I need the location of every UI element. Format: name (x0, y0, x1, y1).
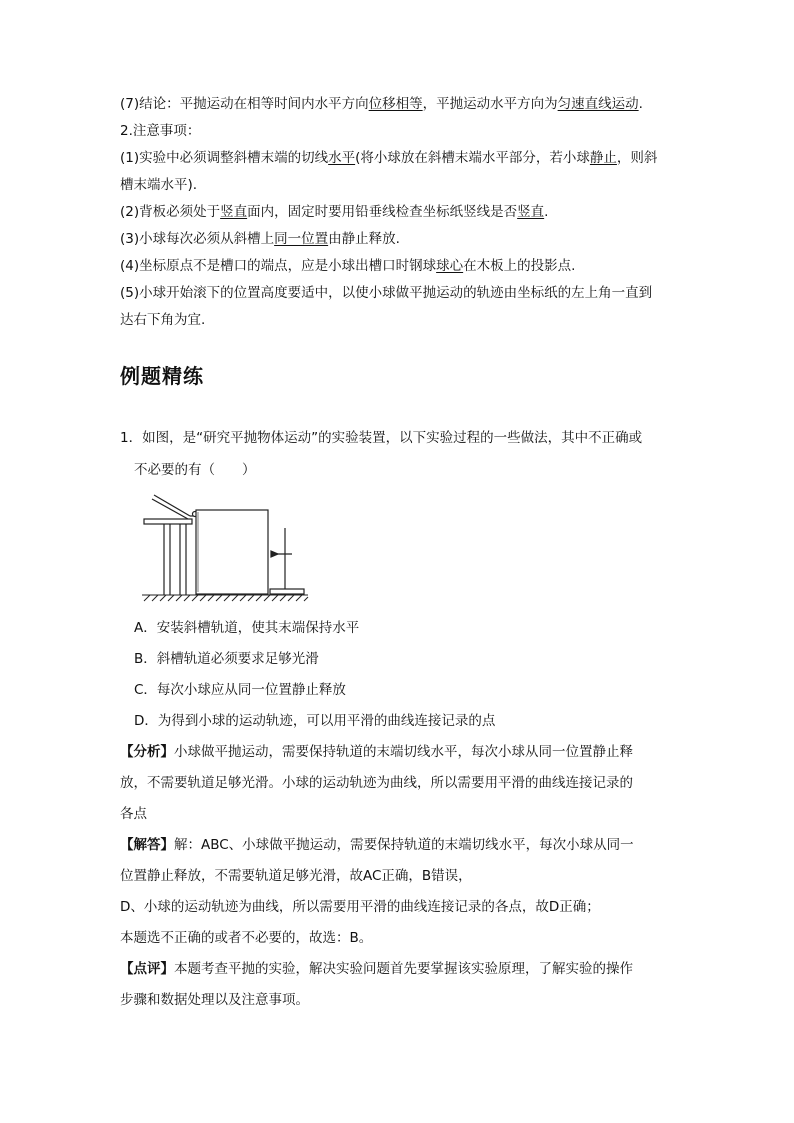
note-1-text-1: (1)实验中必须调整斜槽末端的切线 (120, 150, 329, 166)
option-c: C．每次小球应从同一位置静止释放 (134, 682, 346, 698)
conclusion-line (120, 94, 643, 114)
note-2-text-1: (2)背板必须处于 (120, 204, 221, 220)
note-item-3 (120, 229, 400, 249)
note-2-underline-2: 竖直 (517, 204, 545, 220)
note-1-text-3: ，则斜 (616, 150, 658, 166)
note-item-5-line-2: 达右下角为宜. (120, 312, 206, 328)
option-b: B．斜槽轨道必须要求足够光滑 (134, 651, 319, 667)
conclusion-underline-2: 匀速直线运动 (557, 96, 639, 112)
conclusion-underline-1: 位移相等 (368, 96, 423, 112)
solution-line-3: D、小球的运动轨迹为曲线，所以需要用平滑的曲线连接记录的各点，故D正确； (120, 899, 600, 915)
note-2-text-2: 面内，固定时要用铅垂线检查坐标纸竖线是否 (247, 204, 518, 220)
analysis-tag: 【分析】 (120, 744, 174, 760)
note-item-1-line-2: 槽末端水平). (120, 177, 198, 193)
analysis-line-1 (120, 741, 633, 763)
note-4-text-1: (4)坐标原点不是槽口的端点，应是小球出槽口时钢球 (120, 258, 437, 274)
comment-tag: 【点评】 (120, 961, 174, 977)
solution-line-4: 本题选不正确的或者不必要的，故选：B。 (120, 930, 373, 946)
conclusion-text-1: (7)结论：平抛运动在相等时间内水平方向 (120, 96, 369, 112)
note-1-text-2: (将小球放在斜槽末端水平部分，若小球 (355, 150, 590, 166)
note-item-4 (120, 256, 575, 276)
note-item-1-line-1 (120, 148, 657, 168)
note-item-2 (120, 202, 548, 222)
option-a: A．安装斜槽轨道，使其末端保持水平 (134, 620, 360, 636)
analysis-line-2: 放，不需要轨道足够光滑。小球的运动轨迹为曲线，所以需要用平滑的曲线连接记录的 (120, 775, 633, 791)
ground-icon (142, 595, 308, 601)
solution-text-1: 解：ABC、小球做平抛运动，需要保持轨道的末端切线水平，每次小球从同一 (174, 837, 634, 853)
question-stem-line-1: 1．如图，是“研究平抛物体运动”的实验装置，以下实验过程的一些做法，其中不正确或 (120, 430, 643, 446)
analysis-text-1: 小球做平抛运动，需要保持轨道的末端切线水平，每次小球从同一位置静止释 (174, 744, 633, 760)
solution-tag: 【解答】 (120, 837, 174, 853)
table-icon (144, 519, 192, 595)
note-item-5-line-1: (5)小球开始滚下的位置高度要适中，以使小球做平抛运动的轨迹由坐标纸的左上角一直到 (120, 285, 653, 301)
note-3-underline-1: 同一位置 (274, 231, 329, 247)
conclusion-text-2: ，平抛运动水平方向为 (422, 96, 558, 112)
note-3-text-2: 由静止释放. (328, 231, 400, 247)
comment-line-1 (120, 958, 633, 980)
apparatus-figure (140, 492, 310, 604)
conclusion-text-3: . (638, 96, 643, 112)
note-2-text-3: . (544, 204, 549, 220)
note-2-underline-1: 竖直 (220, 204, 248, 220)
section-heading: 例题精练 (120, 364, 204, 388)
chute-icon (152, 495, 198, 519)
solution-line-2: 位置静止释放，不需要轨道足够光滑，故AC正确，B错误， (120, 868, 472, 884)
solution-line-1 (120, 834, 634, 856)
stand-icon (270, 528, 304, 594)
board-icon (196, 510, 268, 594)
note-1-underline-1: 水平 (328, 150, 356, 166)
note-1-underline-2: 静止 (589, 150, 617, 166)
question-stem-line-2: 不必要的有（ ） (134, 462, 256, 478)
note-3-text-1: (3)小球每次必须从斜槽上 (120, 231, 275, 247)
option-d: D．为得到小球的运动轨迹，可以用平滑的曲线连接记录的点 (134, 713, 496, 729)
comment-line-2: 步骤和数据处理以及注意事项。 (120, 992, 309, 1008)
note-4-underline-1: 球心 (436, 258, 464, 274)
notes-section-title: 2.注意事项： (120, 123, 201, 139)
analysis-line-3: 各点 (120, 806, 147, 822)
comment-text-1: 本题考查平抛的实验，解决实验问题首先要掌握该实验原理，了解实验的操作 (174, 961, 633, 977)
note-4-text-2: 在木板上的投影点. (463, 258, 576, 274)
